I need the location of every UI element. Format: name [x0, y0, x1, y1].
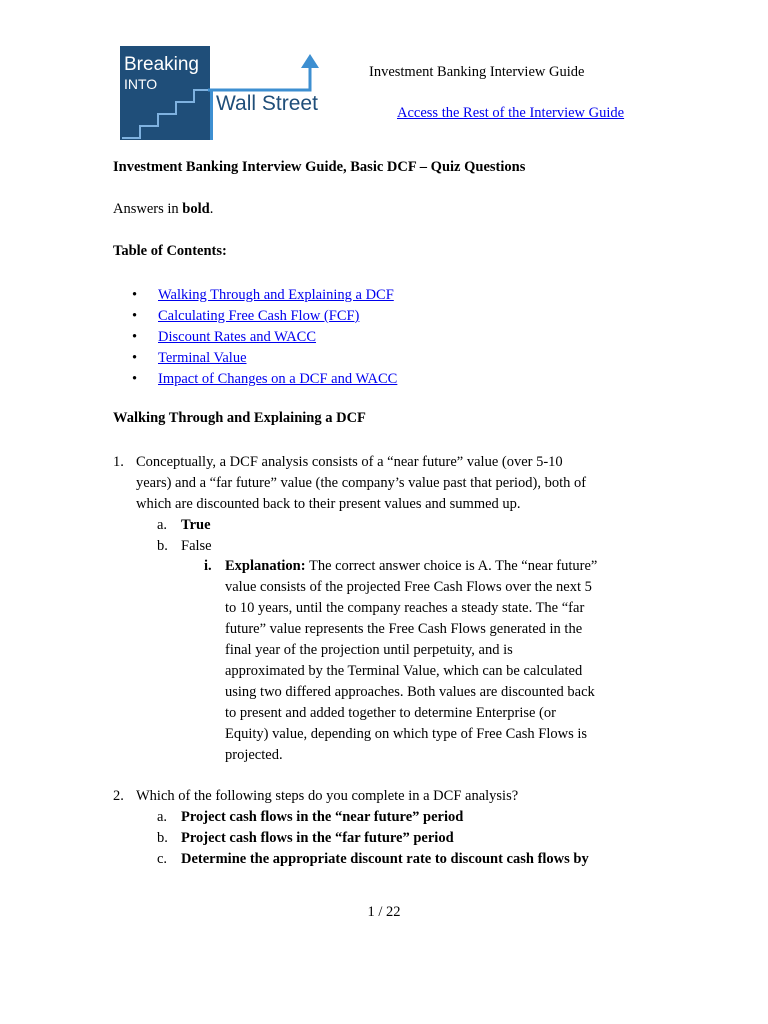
option-letter: a.	[157, 517, 168, 533]
toc-link-fcf[interactable]: Calculating Free Cash Flow (FCF)	[158, 308, 360, 324]
answer-option-a	[157, 807, 463, 828]
toc-item	[132, 369, 397, 390]
option-letter: b.	[157, 538, 168, 554]
toc-item	[132, 348, 397, 369]
toc-link-walking-through[interactable]: Walking Through and Explaining a DCF	[158, 287, 394, 303]
breaking-into-wall-street-logo	[120, 46, 330, 140]
document-title: Investment Banking Interview Guide, Basic DCF – Quiz Questions	[113, 159, 526, 175]
explanation-line: to present and added together to determine Enterprise (or	[225, 705, 556, 721]
answers-note	[113, 201, 213, 218]
explanation-number: i.	[204, 558, 212, 574]
question-1	[113, 452, 673, 552]
option-letter: a.	[157, 809, 168, 825]
logo-text-wall-street: Wall Street	[216, 92, 318, 115]
answers-bold: bold	[182, 201, 210, 217]
header-title: Investment Banking Interview Guide	[369, 64, 585, 80]
question-line: years) and a “far future” value (the company’s value past that period), both of	[136, 475, 587, 491]
explanation-line: future” value represents the Free Cash Flows generated in the	[225, 621, 583, 637]
explanation-line: final year of the projection until perpetuity, and is	[225, 642, 513, 658]
answer-option-b	[157, 536, 212, 557]
explanation-line: The correct answer choice is A. The “near future”	[305, 558, 598, 574]
bullet-icon: •	[132, 371, 138, 387]
bullet-icon: •	[132, 308, 138, 324]
option-letter: b.	[157, 830, 168, 846]
question-line: which are discounted back to their present values and summed up.	[136, 496, 521, 512]
answer-option-a	[157, 515, 211, 536]
interview-guide-link[interactable]: Access the Rest of the Interview Guide	[397, 105, 625, 121]
option-text: True	[181, 517, 211, 533]
option-text: False	[181, 538, 212, 554]
explanation-line: projected.	[225, 747, 283, 763]
explanation-line: Equity) value, depending on which type of Free Cash Flows is	[225, 726, 588, 742]
option-text: Determine the appropriate discount rate to discount cash flows by	[181, 851, 589, 867]
toc-item	[132, 306, 397, 327]
option-letter: c.	[157, 851, 168, 867]
question-text	[136, 452, 671, 515]
bullet-icon: •	[132, 329, 138, 345]
question-number: 2.	[113, 788, 124, 804]
toc-heading: Table of Contents:	[113, 243, 227, 259]
answers-prefix: Answers in	[113, 201, 183, 217]
logo-text-breaking: Breaking	[124, 54, 199, 75]
explanation-line: using two differed approaches. Both values are discounted back	[225, 684, 595, 700]
answer-option-c	[157, 849, 589, 870]
explanation-line: approximated by the Terminal Value, which can be calculated	[225, 663, 583, 679]
toc-link-terminal-value[interactable]: Terminal Value	[158, 350, 247, 366]
question-2	[113, 786, 673, 876]
question-text: Which of the following steps do you complete in a DCF analysis?	[136, 788, 519, 804]
answer-option-b	[157, 828, 454, 849]
explanation-body	[225, 556, 655, 766]
explanation-line: value consists of the projected Free Cash Flows over the next 5	[225, 579, 592, 595]
toc-link-wacc[interactable]: Discount Rates and WACC	[158, 329, 317, 345]
logo-text-into: INTO	[124, 76, 158, 92]
section-heading: Walking Through and Explaining a DCF	[113, 410, 366, 426]
answers-suffix: .	[209, 201, 214, 217]
question-line: Conceptually, a DCF analysis consists of a “near future” value (over 5-10	[136, 454, 563, 470]
explanation-line: to 10 years, until the company reaches a steady state. The “far	[225, 600, 585, 616]
table-of-contents	[132, 285, 397, 390]
option-text: Project cash flows in the “far future” period	[181, 830, 454, 846]
bullet-icon: •	[132, 350, 138, 366]
toc-item	[132, 285, 397, 306]
toc-item	[132, 327, 397, 348]
explanation-label: Explanation:	[225, 558, 306, 574]
page-number: 1 / 22	[367, 904, 401, 920]
toc-link-impact-of-changes[interactable]: Impact of Changes on a DCF and WACC	[158, 371, 398, 387]
option-text: Project cash flows in the “near future” period	[181, 809, 464, 825]
bullet-icon: •	[132, 287, 138, 303]
question-number: 1.	[113, 454, 124, 470]
